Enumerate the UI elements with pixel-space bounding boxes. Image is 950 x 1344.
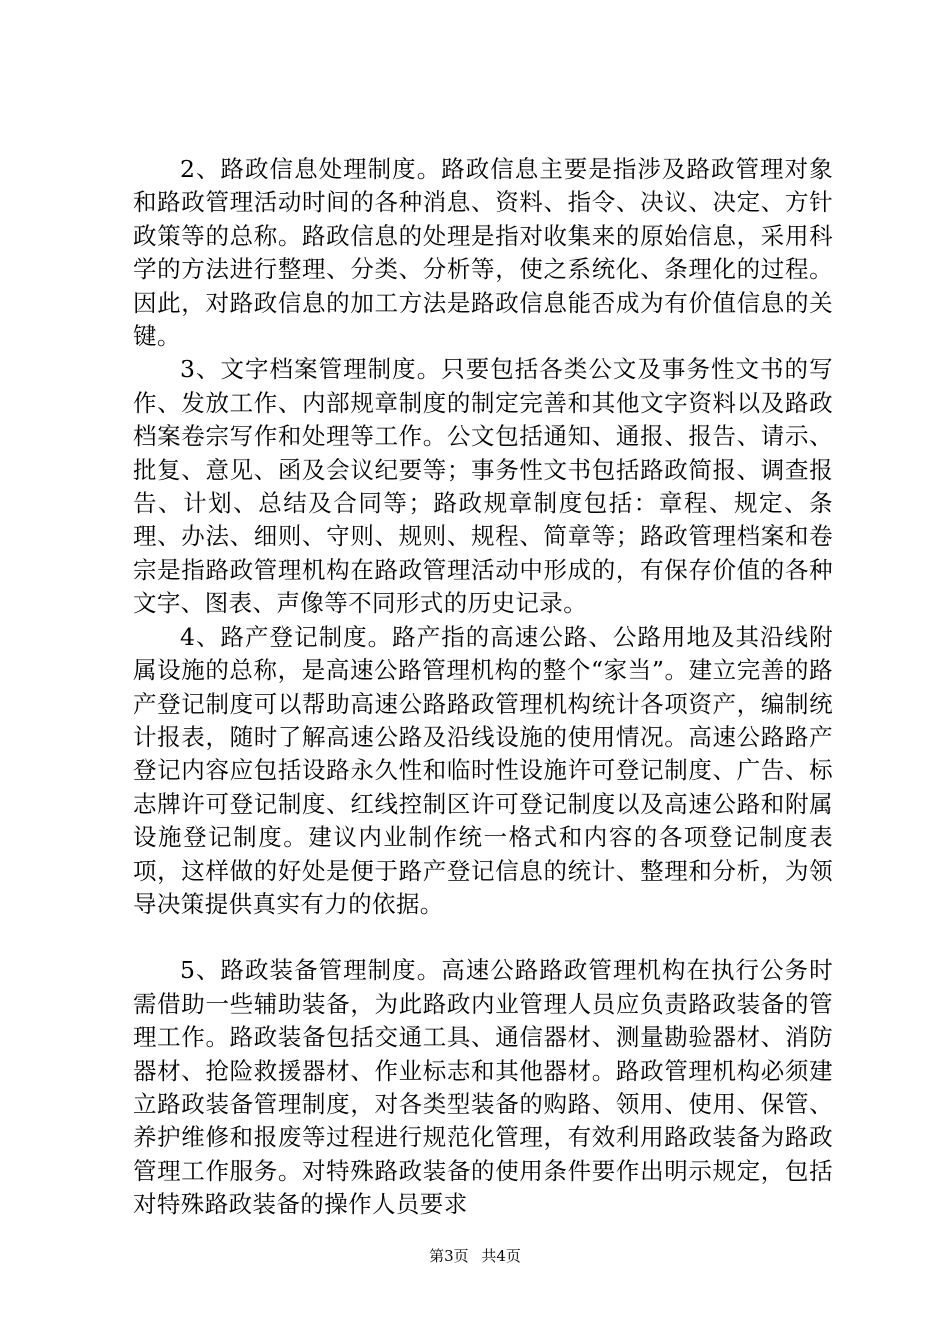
page-total: 共4页 (481, 1247, 521, 1265)
paragraph-spacer (133, 921, 833, 954)
paragraph-4-road-asset-registration: 4、路产登记制度。路产指的高速公路、公路用地及其沿线附属设施的总称，是高速公路管理机构的整个“家当”。建立完善的路产登记制度可以帮助高速公路路政管理机构统计各项资产，编制统计报表，随时了解高速公路及沿线设施的使用情况。高速公路路产登记内容应包括设路永久性和临时性设施许可登记制度、广告、标志牌许可登记制度、红线控制区许可登记制度以及高速公路和附属设施登记制度。建议内业制作统一格式和内容的各项登记制度表项，这样做的好处是便于路产登记信息的统计、整理和分析，为领导决策提供真实有力的依据。 (133, 622, 833, 918)
page-footer (0, 1246, 950, 1266)
page-number: 第3页 (429, 1247, 469, 1265)
document-body (133, 153, 833, 1222)
paragraph-2-road-info-processing: 2、路政信息处理制度。路政信息主要是指涉及路政管理对象和路政管理活动时间的各种消息、资料、指令、决议、决定、方针政策等的总称。路政信息的处理是指对收集来的原始信息，采用科学的方法进行整理、分类、分析等，使之系统化、条理化的过程。因此，对路政信息的加工方法是路政信息能否成为有价值信息的关键。 (133, 155, 833, 351)
paragraph-5-equipment-management: 5、路政装备管理制度。高速公路路政管理机构在执行公务时需借助一些辅助装备，为此路政内业管理人员应负责路政装备的管理工作。路政装备包括交通工具、通信器材、测量勘验器材、消防器材、抢险救援器材、作业标志和其他器材。路政管理机构必须建立路政装备管理制度，对各类型装备的购路、领用、使用、保管、养护维修和报废等过程进行规范化管理，有效利用路政装备为路政管理工作服务。对特殊路政装备的使用条件要作出明示规定，包括对特殊路政装备的操作人员要求 (133, 956, 833, 1219)
paragraph-3-document-archive-management: 3、文字档案管理制度。只要包括各类公文及事务性文书的写作、发放工作、内部规章制度的制定完善和其他文字资料以及路政档案卷宗写作和处理等工作。公文包括通知、通报、报告、请示、批复、意见、函及会议纪要等；事务性文书包括路政简报、调查报告、计划、总结及合同等；路政规章制度包括：章程、规定、条理、办法、细则、守则、规则、规程、简章等；路政管理档案和卷宗是指路政管理机构在路政管理活动中形成的，有保存价值的各种文字、图表、声像等不同形式的历史记录。 (133, 355, 833, 618)
